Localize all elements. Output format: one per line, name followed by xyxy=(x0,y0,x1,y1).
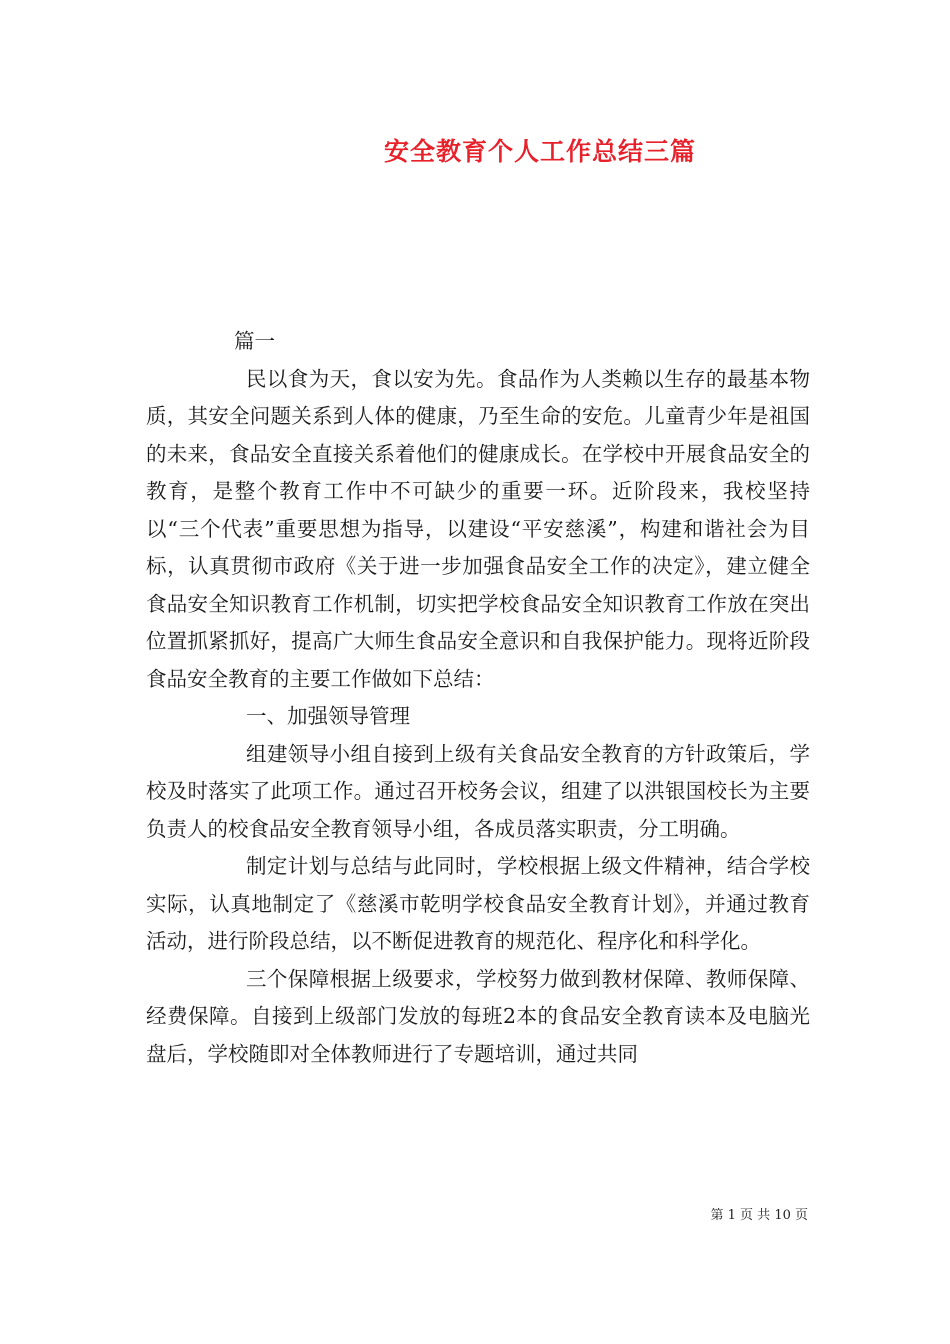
paragraph: 制定计划与总结与此同时，学校根据上级文件精神，结合学校实际，认真地制定了《慈溪市乾明学校食品安全教育计划》，并通过教育活动，进行阶段总结，以不断促进教育的规范化、程序化和科学化。 xyxy=(146,854,810,953)
paragraph: 民以食为天，食以安为先。食品作为人类赖以生存的最基本物质，其安全问题关系到人体的健康，乃至生命的安危。儿童青少年是祖国的未来，食品安全直接关系着他们的健康成长。在学校中开展食品安全的教育，是整个教育工作中不可缺少的重要一环。近阶段来，我校坚持以“三个代表”重要思想为指导，以建设“平安慈溪”，构建和谐社会为目标，认真贯彻市政府《关于进一步加强食品安全工作的决定》，建立健全食品安全知识教育工作机制，切实把学校食品安全知识教育工作放在突出位置抓紧抓好，提高广大师生食品安全意识和自我保护能力。现将近阶段食品安全教育的主要工作做如下总结： xyxy=(146,366,810,691)
document-body xyxy=(146,323,810,1073)
paragraph: 组建领导小组自接到上级有关食品安全教育的方针政策后，学校及时落实了此项工作。通过召开校务会议，组建了以洪银国校长为主要负责人的校食品安全教育领导小组，各成员落实职责，分工明确。 xyxy=(146,741,810,841)
document-title: 安全教育个人工作总结三篇 xyxy=(383,137,696,166)
paragraph: 三个保障根据上级要求，学校努力做到教材保障、教师保障、经费保障。自接到上级部门发放的每班2本的食品安全教育读本及电脑光盘后，学校随即对全体教师进行了专题培训，通过共同 xyxy=(146,966,810,1066)
page-number: 第 1 页 共 10 页 xyxy=(710,1208,808,1223)
section-heading: 一、加强领导管理 xyxy=(246,704,410,728)
section-label: 篇一 xyxy=(234,329,275,353)
